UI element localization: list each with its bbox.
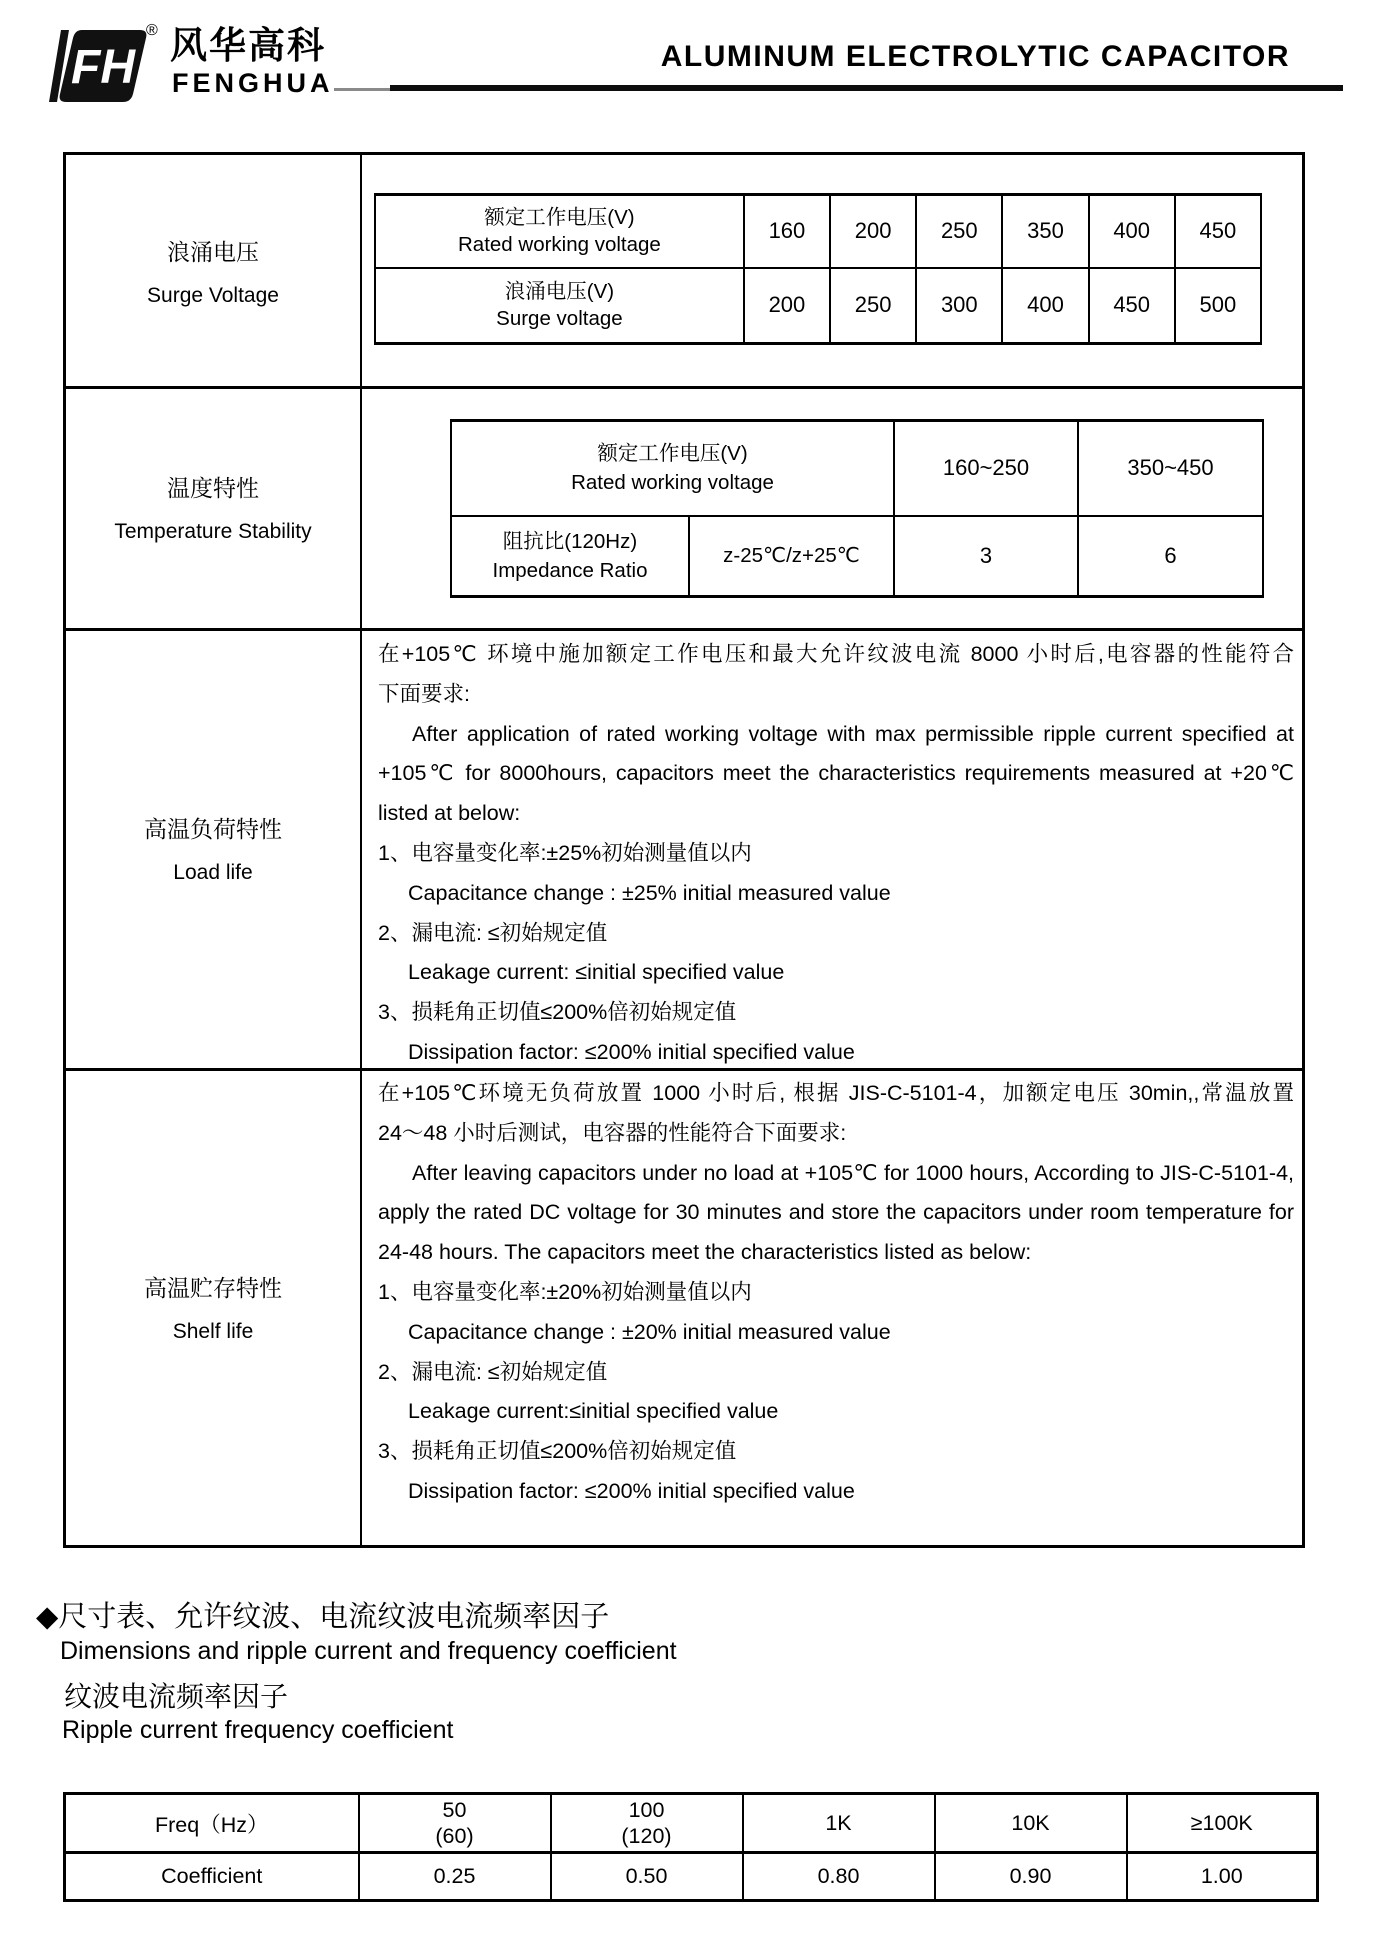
freq-header-label: Freq（Hz）	[65, 1794, 359, 1853]
header-rule	[390, 85, 1343, 91]
surge-voltage-value: 200	[744, 268, 830, 344]
load-life-item-cn: 2、漏电流: ≤初始规定值	[378, 920, 608, 945]
shelf-life-item-en: Capacitance change : ±20% initial measured value	[408, 1319, 891, 1344]
page-title: ALUMINUM ELECTROLYTIC CAPACITOR	[660, 40, 1290, 73]
temperature-stability-label-en: Temperature Stability	[114, 520, 312, 543]
section-subheading-en: Ripple current frequency coefficient	[62, 1716, 454, 1744]
shelf-life-label-cn: 高温贮存特性	[144, 1274, 282, 1301]
load-life-en-paragraph: After application of rated working voltage with max permissible ripple current specified at +105℃ for 8000hours, capacitors meet the characteristics requirements measured at +20℃ listed at below:	[378, 721, 1294, 826]
freq-value: 10K	[1011, 1811, 1050, 1835]
surge-voltage-header-en: Surge voltage	[496, 307, 623, 331]
shelf-life-item-cn: 2、漏电流: ≤初始规定值	[378, 1359, 608, 1384]
surge-voltage-value: 400	[1002, 268, 1088, 344]
section-subheading-cn: 纹波电流频率因子	[64, 1681, 289, 1712]
load-life-label-cn: 高温负荷特性	[144, 816, 282, 842]
shelf-life-item-en: Dissipation factor: ≤200% initial specified value	[408, 1478, 855, 1503]
row-label-load-life	[66, 628, 360, 1068]
impedance-condition: z-25℃/z+25℃	[689, 516, 894, 597]
load-life-item-en: Capacitance change : ±25% initial measured value	[408, 880, 891, 905]
rated-voltage-value: 200	[830, 195, 916, 268]
shelf-life-label-en: Shelf life	[172, 1319, 254, 1343]
rated-voltage-value: 160	[744, 195, 830, 268]
rated-working-voltage-header-en: Rated working voltage	[457, 233, 661, 257]
shelf-life-cn-line2: 24～48 小时后测试，电容器的性能符合下面要求:	[378, 1120, 847, 1145]
coefficient-value: 0.25	[359, 1853, 551, 1901]
rated-working-voltage-header-cn: 额定工作电压(V)	[597, 442, 748, 466]
freq-column-header	[1127, 1794, 1318, 1853]
load-life-cn-line2: 下面要求:	[378, 681, 470, 706]
impedance-ratio-header-cn: 阻抗比(120Hz)	[502, 529, 638, 553]
brand-name-english: FENGHUA	[172, 68, 334, 98]
rated-voltage-value: 400	[1089, 195, 1175, 268]
rated-working-voltage-header-cn: 额定工作电压(V)	[484, 206, 635, 230]
coefficient-header-label: Coefficient	[65, 1853, 359, 1901]
load-life-description	[378, 628, 1294, 1068]
temperature-stability-table	[450, 419, 1264, 598]
shelf-life-item-cn: 3、损耗角正切值≤200%倍初始规定值	[378, 1439, 737, 1464]
voltage-range-value: 160~250	[894, 421, 1078, 516]
impedance-ratio-value: 6	[1078, 516, 1263, 597]
shelf-life-cn-line1: 在+105℃环境无负荷放置 1000 小时后, 根据 JIS-C-5101-4，加额定电压 30min,,常温放置	[378, 1081, 1294, 1105]
load-life-item-cn: 1、电容量变化率:±25%初始测量值以内	[378, 840, 752, 865]
row-label-shelf-life	[66, 1068, 360, 1545]
temperature-stability-label-cn: 温度特性	[167, 475, 259, 501]
freq-subvalue: (120)	[621, 1824, 672, 1848]
coefficient-value: 0.90	[935, 1853, 1127, 1901]
load-life-cn-line1: 在+105℃ 环境中施加额定工作电压和最大允许纹波电流 8000 小时后,电容器的性能符合	[378, 642, 1294, 666]
coefficient-value: 0.80	[743, 1853, 935, 1901]
spec-table	[63, 152, 1305, 1548]
rated-working-voltage-header-en: Rated working voltage	[571, 471, 774, 495]
freq-subvalue: (60)	[435, 1824, 474, 1848]
rated-voltage-value: 250	[916, 195, 1002, 268]
load-life-item-en: Leakage current: ≤initial specified value	[408, 960, 785, 985]
surge-voltage-value: 300	[916, 268, 1002, 344]
fenghua-logo-icon	[48, 28, 148, 104]
freq-column-header	[551, 1794, 743, 1853]
shelf-life-item-cn: 1、电容量变化率:±20%初始测量值以内	[378, 1279, 752, 1304]
surge-voltage-header	[375, 268, 744, 344]
rated-working-voltage-header	[451, 421, 894, 516]
load-life-item-cn: 3、损耗角正切值≤200%倍初始规定值	[378, 1000, 737, 1025]
surge-voltage-label-en: Surge Voltage	[147, 283, 279, 307]
freq-value: ≥100K	[1190, 1811, 1253, 1835]
frequency-coefficient-table	[63, 1792, 1319, 1902]
row-label-temperature-stability	[66, 386, 360, 628]
section-heading-en: Dimensions and ripple current and frequency coefficient	[60, 1637, 677, 1665]
freq-value: 50	[442, 1798, 467, 1822]
impedance-ratio-value: 3	[894, 516, 1078, 597]
load-life-item-en: Dissipation factor: ≤200% initial specified value	[408, 1039, 855, 1064]
shelf-life-item-en: Leakage current:≤initial specified value	[408, 1399, 779, 1424]
impedance-ratio-header	[451, 516, 689, 597]
row-label-surge-voltage	[66, 155, 360, 386]
rated-voltage-value: 450	[1175, 195, 1261, 268]
voltage-range-value: 350~450	[1078, 421, 1263, 516]
logo-monogram: FH	[71, 41, 135, 94]
impedance-ratio-header-en: Impedance Ratio	[492, 558, 648, 582]
brand-name-chinese: 风华高科	[170, 25, 326, 66]
surge-voltage-table	[374, 193, 1262, 345]
load-life-label-en: Load life	[173, 861, 253, 884]
rated-working-voltage-header	[375, 195, 744, 268]
shelf-life-description	[378, 1068, 1294, 1545]
coefficient-value: 1.00	[1127, 1853, 1318, 1901]
surge-voltage-label-cn: 浪涌电压	[167, 238, 259, 265]
freq-value: 100	[628, 1798, 665, 1822]
surge-voltage-header-cn: 浪涌电压(V)	[504, 280, 615, 304]
freq-column-header	[935, 1794, 1127, 1853]
surge-voltage-value: 450	[1089, 268, 1175, 344]
surge-voltage-value: 500	[1175, 268, 1261, 344]
spec-table-column-divider	[360, 155, 362, 1545]
coefficient-value: 0.50	[551, 1853, 743, 1901]
freq-column-header	[743, 1794, 935, 1853]
registered-trademark-icon: ®	[146, 22, 158, 39]
rated-voltage-value: 350	[1002, 195, 1088, 268]
shelf-life-en-paragraph: After leaving capacitors under no load at +105℃ for 1000 hours, According to JIS-C-5101-4, apply the rated DC voltage for 30 minutes and store the capacitors under room temperature for 24-48 hours. The capacitors meet the characteristics listed as below:	[378, 1160, 1294, 1265]
freq-value: 1K	[825, 1811, 852, 1835]
freq-column-header	[359, 1794, 551, 1853]
surge-voltage-value: 250	[830, 268, 916, 344]
section-heading-cn: ◆尺寸表、允许纹波、电流纹波电流频率因子	[36, 1601, 610, 1633]
